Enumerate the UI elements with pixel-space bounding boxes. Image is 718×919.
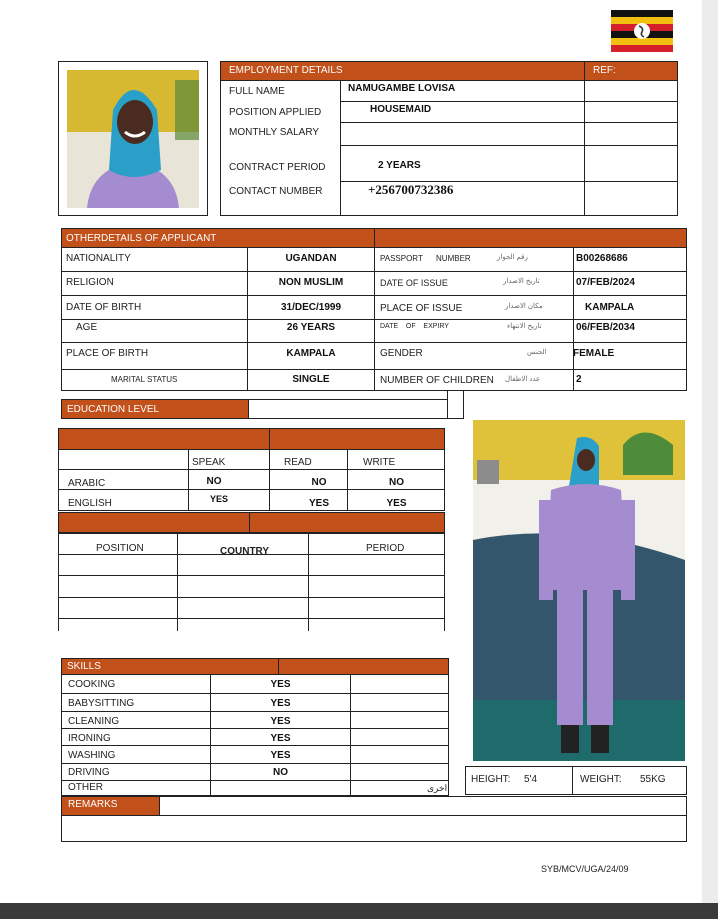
skill-driving-value: NO [273,767,288,778]
other-details-section [61,228,687,391]
weight-label: WEIGHT: [580,774,622,785]
children-label: NUMBER OF CHILDREN [380,375,494,386]
english-speak: YES [209,494,228,504]
skill-other-arabic: اخرى [427,783,448,793]
gender-arabic: الجنس [527,349,547,356]
contract-period-value: 2 YEARS [378,160,421,171]
full-name-value: NAMUGAMBE LOVISA [348,83,456,94]
employment-details-section [220,61,678,216]
skill-ironing-value: YES [270,733,291,744]
skill-cooking-value: YES [270,679,291,690]
marital-status-value: SINGLE [292,374,330,385]
other-details-header: OTHERDETAILS OF APPLICANT [66,233,217,244]
passport-number-value: B00268686 [576,253,628,264]
skill-babysitting: BABYSITTING [68,698,135,709]
gender-label: GENDER [380,348,423,359]
nationality-value: UGANDAN [285,253,337,264]
skill-washing-value: YES [270,750,291,761]
marital-status-label: MARITAL STATUS [111,375,178,384]
position-applied-value: HOUSEMAID [370,104,432,115]
full-name-label: FULL NAME [229,86,285,97]
languages-section [58,428,445,533]
passport-number-label: PASSPORT NUMBER [380,254,471,263]
monthly-salary-label: MONTHLY SALARY [229,127,320,138]
religion-label: RELIGION [66,277,114,288]
skill-ironing: IRONING [68,733,111,744]
portrait-photo-frame [58,61,208,216]
date-of-issue-value: 07/FEB/2024 [576,277,635,288]
ref-label: REF: [593,65,616,76]
portrait-photo [67,70,199,208]
place-of-birth-value: KAMPALA [286,348,336,359]
footer-code: SYB/MCV/UGA/24/09 [541,864,629,874]
passport-arabic: رقم الجواز [497,254,528,261]
skill-washing: WASHING [68,750,116,761]
remarks-body [61,815,687,842]
viewer-bottom-bar [0,903,718,919]
arabic-read: NO [311,477,327,488]
skill-other: OTHER [68,782,103,793]
contract-period-label: CONTRACT PERIOD [229,162,326,173]
position-applied-label: POSITION APPLIED [229,107,322,118]
height-value: 5'4 [524,774,538,785]
fullbody-photo-image [473,420,685,761]
date-of-expiry-value: 06/FEB/2034 [576,322,635,333]
skill-cleaning-value: YES [270,716,291,727]
age-value: 26 YEARS [286,322,336,333]
issue-date-arabic: تاريخ الاصدار [503,278,540,285]
arabic-speak: NO [206,476,222,487]
skills-section [61,658,449,796]
place-of-issue-label: PLACE OF ISSUE [380,303,463,314]
expiry-label: DATE OF EXPIRY [380,323,449,330]
skill-cleaning: CLEANING [68,716,120,727]
date-of-issue-label: DATE OF ISSUE [380,278,448,288]
date-of-birth-label: DATE OF BIRTH [66,302,142,313]
english-read: YES [308,498,329,509]
flag-icon [611,10,673,52]
page-edge [702,0,718,903]
nationality-label: NATIONALITY [66,253,131,264]
contact-number-label: CONTACT NUMBER [229,186,323,197]
children-arabic: عدد الاطفال [505,376,541,383]
age-label: AGE [76,322,98,333]
skill-babysitting-value: YES [270,698,291,709]
skill-driving: DRIVING [68,767,110,778]
arabic-label: ARABIC [68,478,106,489]
period-col-header: PERIOD [366,543,405,554]
uganda-flag [611,10,673,52]
country-col-header: COUNTRY [220,546,270,557]
remarks-top-row [159,796,687,816]
write-header: WRITE [363,457,396,468]
education-value-cell [248,399,448,419]
fullbody-photo [473,420,685,761]
english-label: ENGLISH [68,498,112,509]
education-header: EDUCATION LEVEL [67,404,160,415]
contact-number-value: +256700732386 [368,182,454,197]
expiry-arabic: تاريخ الانتهاء [507,323,542,330]
issue-place-arabic: مكان الاصدار [505,303,543,310]
experience-section [58,533,445,631]
children-value: 2 [576,374,582,385]
remarks-header: REMARKS [68,799,118,810]
read-header: READ [284,457,312,468]
weight-value: 55KG [640,774,666,785]
place-of-issue-value: KAMPALA [585,302,635,313]
employment-header: EMPLOYMENT DETAILS [229,65,343,76]
skills-header: SKILLS [67,661,101,672]
speak-header: SPEAK [192,457,226,468]
place-of-birth-label: PLACE OF BIRTH [66,348,149,359]
date-of-birth-value: 31/DEC/1999 [280,302,342,313]
gender-value: FEMALE [573,348,615,359]
position-col-header: POSITION [96,543,144,554]
arabic-write: NO [389,477,404,488]
religion-value: NON MUSLIM [278,277,344,288]
skill-cooking: COOKING [68,679,116,690]
height-label: HEIGHT: [471,774,511,785]
english-write: YES [386,498,407,509]
